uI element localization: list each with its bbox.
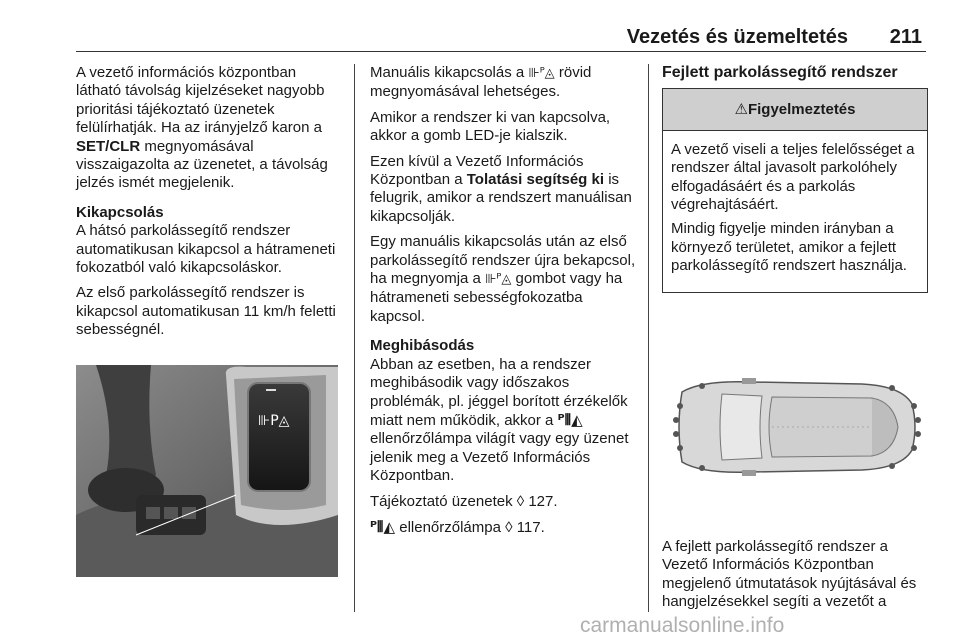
col1-paragraph-3: Az első parkolássegítő rendszer is kikapcsol automatikusan 11 km/h feletti sebességnél.: [76, 284, 336, 339]
text: gombot vagy ha hátrameneti sebességfokozatba kapcsol.: [370, 270, 623, 325]
column-divider-1: [354, 64, 355, 612]
tolatasi-label: Tolatási segítség ki: [466, 171, 605, 189]
park-button-icon: ⊪ᴾ◬: [485, 272, 512, 288]
text: Ezen kívül a Vezető Információs Központban a: [370, 152, 584, 189]
heading-meghibasodas: Meghibásodás: [370, 337, 475, 355]
warning-triangle-icon: ⚠: [734, 101, 748, 119]
text: ellenőrzőlámpa ◊ 117.: [395, 518, 545, 536]
page-number: 211: [889, 26, 922, 48]
warning-box: [662, 88, 928, 292]
heading-fejlett: Fejlett parkolássegítő rendszer: [662, 64, 898, 81]
text: Abban az esetben, ha a rendszer meghibásodik vagy időszakos problémák, pl. jéggel borított érzékelők miatt nem működik, akkor a: [370, 355, 628, 429]
car-sensor-diagram: [662, 322, 926, 532]
text: Egy manuális kikapcsolás után az első parkolássegítő rendszer újra bekapcsol, ha megnyomja a: [370, 233, 636, 288]
header-title: Vezetés és üzemeltetés: [626, 26, 848, 48]
col2-paragraph-1: [370, 64, 638, 102]
column-1: [76, 64, 344, 347]
col3-paragraph-bottom: A fejlett parkolássegítő rendszer a Vezető Információs Központban megjelenő útmutatások nyújtásával és hangjelzésekkel segíti a vezetőt a: [662, 538, 917, 611]
text: is felugrik, amikor a rendszert manuálisan kikapcsolják.: [370, 171, 632, 225]
console-photo-graphic: [76, 365, 338, 577]
car-top-view-graphic: [662, 322, 926, 532]
text: rövid megnyomásával lehetséges.: [370, 64, 592, 101]
warning-paragraph-1: A vezető viseli a teljes felelősséget a rendszer által javasolt parkolóhely elfogadásáért és a parkolás végrehajtásáért.: [671, 140, 915, 214]
watermark: carmanualsonline.info: [580, 614, 785, 637]
column-3: [662, 64, 928, 293]
svg-text:⊪P◬: ⊪P◬: [258, 413, 290, 429]
col2-paragraph-2: Amikor a rendszer ki van kapcsolva, akkor a gomb LED-je kialszik.: [370, 108, 611, 145]
col2-paragraph-5: [370, 356, 638, 486]
column-2: [370, 64, 638, 544]
header-rule: [76, 51, 926, 52]
col2-paragraph-7: [370, 518, 638, 537]
park-lamp-icon: ᴾ⦀◭: [557, 410, 583, 429]
col2-paragraph-6: Tájékoztató üzenetek ◊ 127.: [370, 492, 558, 510]
console-button-photo: [76, 365, 338, 577]
col2-paragraph-4: [370, 233, 638, 326]
text: A vezető információs központban látható távolság kijelzéseket nagyobb prioritási tájékoztató üzenetek felülírhatják. Ha az irányjelző karon a: [76, 64, 325, 137]
park-lamp-icon: ᴾ⦀◭: [370, 517, 396, 536]
warning-paragraph-2: Mindig figyelje minden irányban a környező területet, amikor a fejlett parkolássegítő rendszert használja.: [671, 220, 907, 275]
park-button-icon: ⊪ᴾ◬: [528, 66, 555, 81]
col1-paragraph-1: [76, 64, 344, 193]
col1-paragraph-2: A hátsó parkolássegítő rendszer automatikusan kikapcsol a hátrameneti fokozatból való kikapcsoláskor.: [76, 222, 336, 277]
column-divider-2: [648, 64, 649, 612]
set-clr-label: SET/CLR: [76, 137, 141, 155]
heading-kikapcsolas: Kikapcsolás: [76, 203, 164, 221]
warning-title: Figyelmeztetés: [747, 101, 856, 119]
text: Manuális kikapcsolás a: [370, 64, 529, 81]
warning-body: [663, 131, 927, 292]
warning-header: [663, 89, 927, 130]
col2-paragraph-3: [370, 153, 638, 227]
text: ellenőrzőlámpa világít vagy egy üzenet jelenik meg a Vezető Információs Központban.: [370, 430, 629, 485]
text: megnyomásával visszaigazolta az üzenetet, a távolság jelzés ismét megjelenik.: [76, 137, 328, 192]
page-header: [76, 0, 926, 52]
